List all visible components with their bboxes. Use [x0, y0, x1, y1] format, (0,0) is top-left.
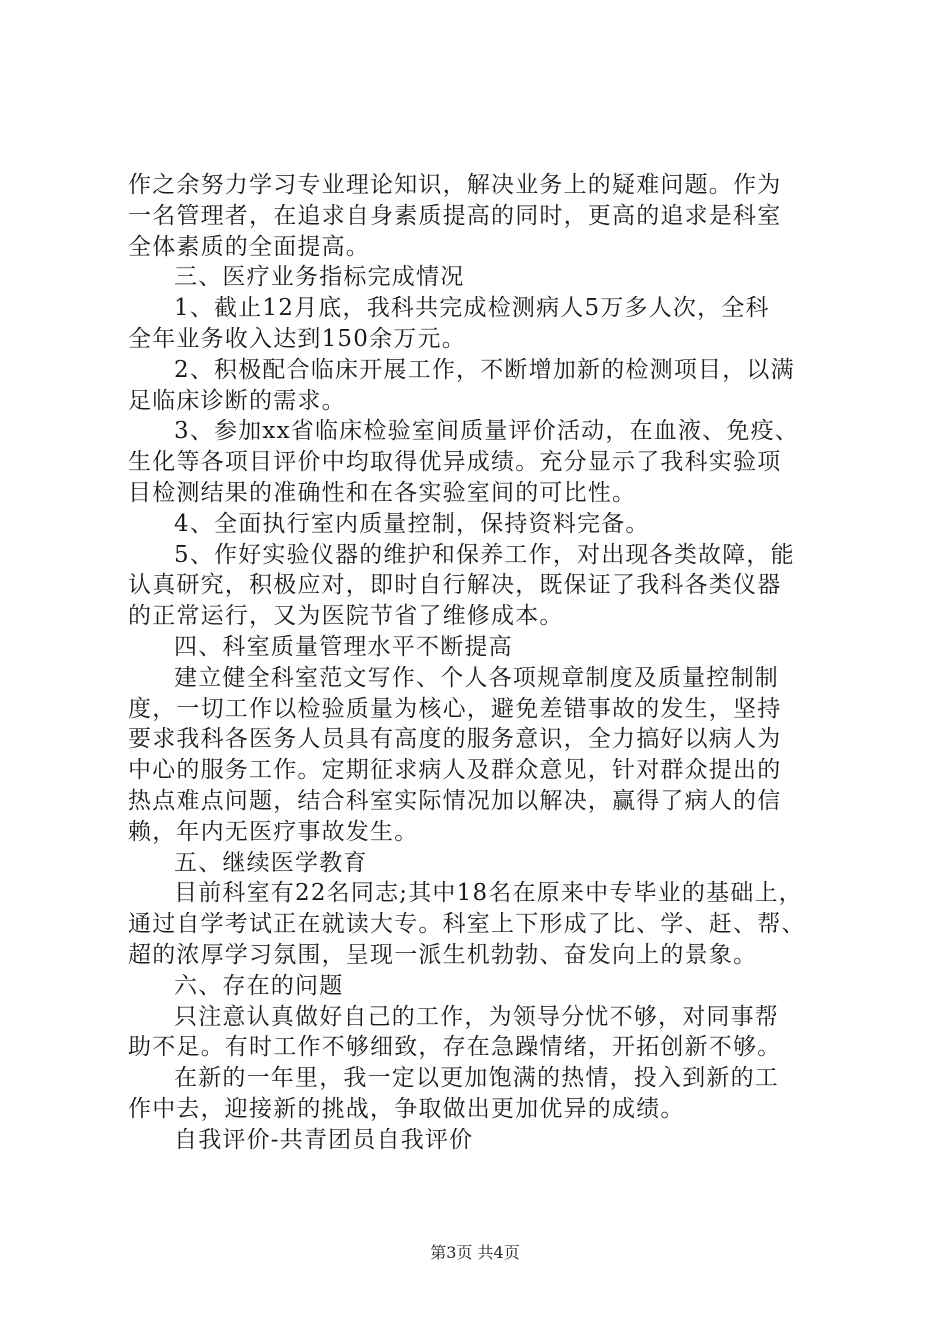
- text-line: 的正常运行，又为医院节省了维修成本。: [128, 603, 564, 630]
- text-line: 要求我科各医务人员具有高度的服务意识，全力搞好以病人为: [128, 726, 782, 753]
- text-line: 在新的一年里，我一定以更加饱满的热情，投入到新的工: [174, 1065, 779, 1092]
- text-line: 作中去，迎接新的挑战，争取做出更加优异的成绩。: [128, 1095, 685, 1122]
- text-line: 超的浓厚学习氛围，呈现一派生机勃勃、奋发向上的景象。: [128, 941, 758, 968]
- text-line: 足临床诊断的需求。: [128, 387, 346, 414]
- text-line: 赖，年内无医疗事故发生。: [128, 818, 419, 845]
- text-line: 认真研究，积极应对，即时自行解决，既保证了我科各类仪器: [128, 572, 782, 599]
- text-line: 全体素质的全面提高。: [128, 233, 370, 260]
- text-line: 一名管理者，在追求自身素质提高的同时，更高的追求是科室: [128, 202, 782, 229]
- text-line: 4、全面执行室内质量控制，保持资料完备。: [174, 510, 650, 537]
- text-line: 六、存在的问题: [174, 972, 344, 999]
- text-line: 目前科室有22名同志;其中18名在原来中专毕业的基础上，: [174, 880, 803, 907]
- text-line: 通过自学考试正在就读大专。科室上下形成了比、学、赶、帮、: [128, 911, 806, 938]
- text-line: 生化等各项目评价中均取得优异成绩。充分显示了我科实验项: [128, 449, 782, 476]
- text-line: 1、截止12月底，我科共完成检测病人5万多人次，全科: [174, 295, 770, 322]
- text-line: 只注意认真做好自己的工作，为领导分忧不够，对同事帮: [174, 1003, 779, 1030]
- text-line: 中心的服务工作。定期征求病人及群众意见，针对群众提出的: [128, 757, 782, 784]
- text-line: 三、医疗业务指标完成情况: [174, 264, 465, 291]
- text-line: 五、继续医学教育: [174, 849, 368, 876]
- text-line: 作之余努力学习专业理论知识，解决业务上的疑难问题。作为: [128, 172, 782, 198]
- text-line: 5、作好实验仪器的维护和保养工作，对出现各类故障，能: [174, 541, 795, 568]
- document-body: [128, 170, 840, 1156]
- text-line: 助不足。有时工作不够细致，存在急躁情绪，开拓创新不够。: [128, 1034, 782, 1061]
- text-line: 全年业务收入达到150余万元。: [128, 325, 466, 352]
- text-line: 2、积极配合临床开展工作，不断增加新的检测项目，以满: [174, 356, 795, 383]
- text-line: 四、科室质量管理水平不断提高: [174, 633, 513, 660]
- text-line: 目检测结果的准确性和在各实验室间的可比性。: [128, 479, 637, 506]
- text-line: 热点难点问题，结合科室实际情况加以解决，赢得了病人的信: [128, 787, 782, 814]
- text-line: 自我评价-共青团员自我评价: [174, 1126, 474, 1153]
- text-line: 建立健全科室范文写作、个人各项规章制度及质量控制制: [174, 664, 779, 691]
- text-line: 3、参加xx省临床检验室间质量评价活动，在血液、免疫、: [174, 418, 799, 445]
- text-line: 度，一切工作以检验质量为核心，避免差错事故的发生，坚持: [128, 695, 782, 722]
- page-footer: 第3页 共4页: [430, 1243, 520, 1262]
